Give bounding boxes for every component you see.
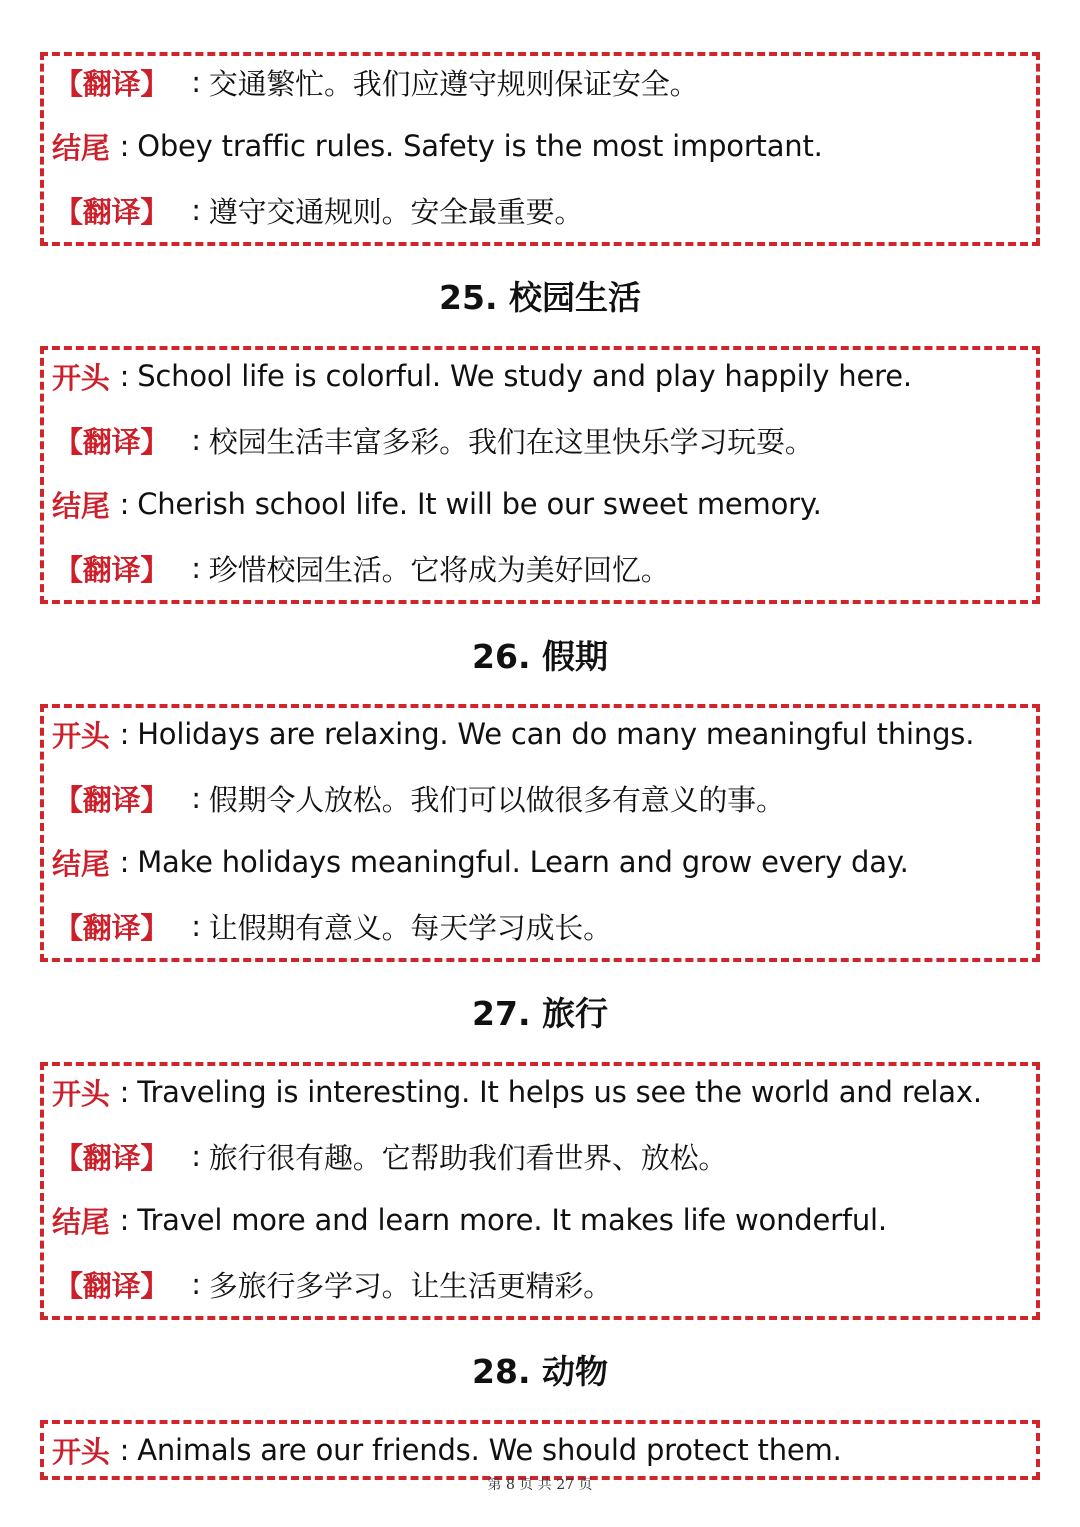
section-box: [40, 52, 1040, 246]
translation-line: 【翻译】 : 旅行很有趣。它帮助我们看世界、放松。: [52, 1134, 1028, 1178]
translation-label: 【翻译】: [54, 1268, 170, 1303]
line-text: Make holidays meaningful. Learn and grow every day.: [137, 845, 909, 879]
line-text: Animals are our friends. We should protect them.: [137, 1433, 842, 1467]
translation-label: 【翻译】: [54, 424, 170, 459]
translation-label: 【翻译】: [54, 194, 170, 229]
line-text: School life is colorful. We study and play happily here.: [137, 359, 912, 393]
translation-line: 【翻译】 : 假期令人放松。我们可以做很多有意义的事。: [52, 776, 1028, 820]
section-box: [40, 1420, 1040, 1480]
line-text: 假期令人放松。我们可以做很多有意义的事。: [208, 782, 785, 817]
ending-line: 结尾 : Obey traffic rules. Safety is the most important.: [52, 124, 1028, 168]
opening-line: 开头 : Holidays are relaxing. We can do many meaningful things.: [52, 712, 1028, 756]
ending-line: 结尾 : Cherish school life. It will be our sweet memory.: [52, 482, 1028, 526]
translation-line: 【翻译】 : 珍惜校园生活。它将成为美好回忆。: [52, 546, 1028, 590]
opening-label: 开头: [52, 1434, 110, 1469]
line-text: Cherish school life. It will be our sweet memory.: [137, 487, 822, 521]
translation-label: 【翻译】: [54, 1140, 170, 1175]
translation-line: 【翻译】 : 多旅行多学习。让生活更精彩。: [52, 1262, 1028, 1306]
opening-line: 开头 : Animals are our friends. We should protect them.: [52, 1428, 1028, 1472]
translation-label: 【翻译】: [54, 910, 170, 945]
line-text: 遵守交通规则。安全最重要。: [208, 194, 584, 229]
line-text: Holidays are relaxing. We can do many meaningful things.: [137, 717, 975, 751]
opening-line: 开头 : School life is colorful. We study and play happily here.: [52, 354, 1028, 398]
ending-label: 结尾: [52, 1204, 110, 1239]
translation-line: 【翻译】 : 遵守交通规则。安全最重要。: [52, 188, 1028, 232]
section-box: [40, 704, 1040, 962]
translation-label: 【翻译】: [54, 782, 170, 817]
line-text: Obey traffic rules. Safety is the most important.: [137, 129, 823, 163]
opening-label: 开头: [52, 1076, 110, 1111]
ending-label: 结尾: [52, 846, 110, 881]
opening-line: 开头 : Traveling is interesting. It helps us see the world and relax.: [52, 1070, 1028, 1114]
section-heading: 25. 校园生活: [439, 278, 641, 317]
section-box: [40, 1062, 1040, 1320]
line-text: Traveling is interesting. It helps us see the world and relax.: [137, 1075, 982, 1109]
line-text: 让假期有意义。每天学习成长。: [208, 910, 612, 945]
ending-line: 结尾 : Travel more and learn more. It makes life wonderful.: [52, 1198, 1028, 1242]
page-number: 第 8 页 共 27 页: [487, 1477, 593, 1493]
translation-line: 【翻译】 : 校园生活丰富多彩。我们在这里快乐学习玩耍。: [52, 418, 1028, 462]
section-heading: 28. 动物: [472, 1352, 608, 1391]
translation-line: 【翻译】 : 让假期有意义。每天学习成长。: [52, 904, 1028, 948]
ending-label: 结尾: [52, 130, 110, 165]
ending-label: 结尾: [52, 488, 110, 523]
line-text: 珍惜校园生活。它将成为美好回忆。: [208, 552, 670, 587]
line-text: 旅行很有趣。它帮助我们看世界、放松。: [208, 1140, 728, 1175]
opening-label: 开头: [52, 718, 110, 753]
translation-label: 【翻译】: [54, 552, 170, 587]
opening-label: 开头: [52, 360, 110, 395]
line-text: Travel more and learn more. It makes life wonderful.: [137, 1203, 887, 1237]
translation-label: 【翻译】: [54, 66, 170, 101]
ending-line: 结尾 : Make holidays meaningful. Learn and grow every day.: [52, 840, 1028, 884]
section-box: [40, 346, 1040, 604]
line-text: 多旅行多学习。让生活更精彩。: [208, 1268, 612, 1303]
section-heading: 27. 旅行: [472, 994, 608, 1033]
line-text: 交通繁忙。我们应遵守规则保证安全。: [208, 66, 699, 101]
line-text: 校园生活丰富多彩。我们在这里快乐学习玩耍。: [208, 424, 814, 459]
translation-line: 【翻译】 : 交通繁忙。我们应遵守规则保证安全。: [52, 60, 1028, 104]
section-heading: 26. 假期: [472, 637, 608, 676]
